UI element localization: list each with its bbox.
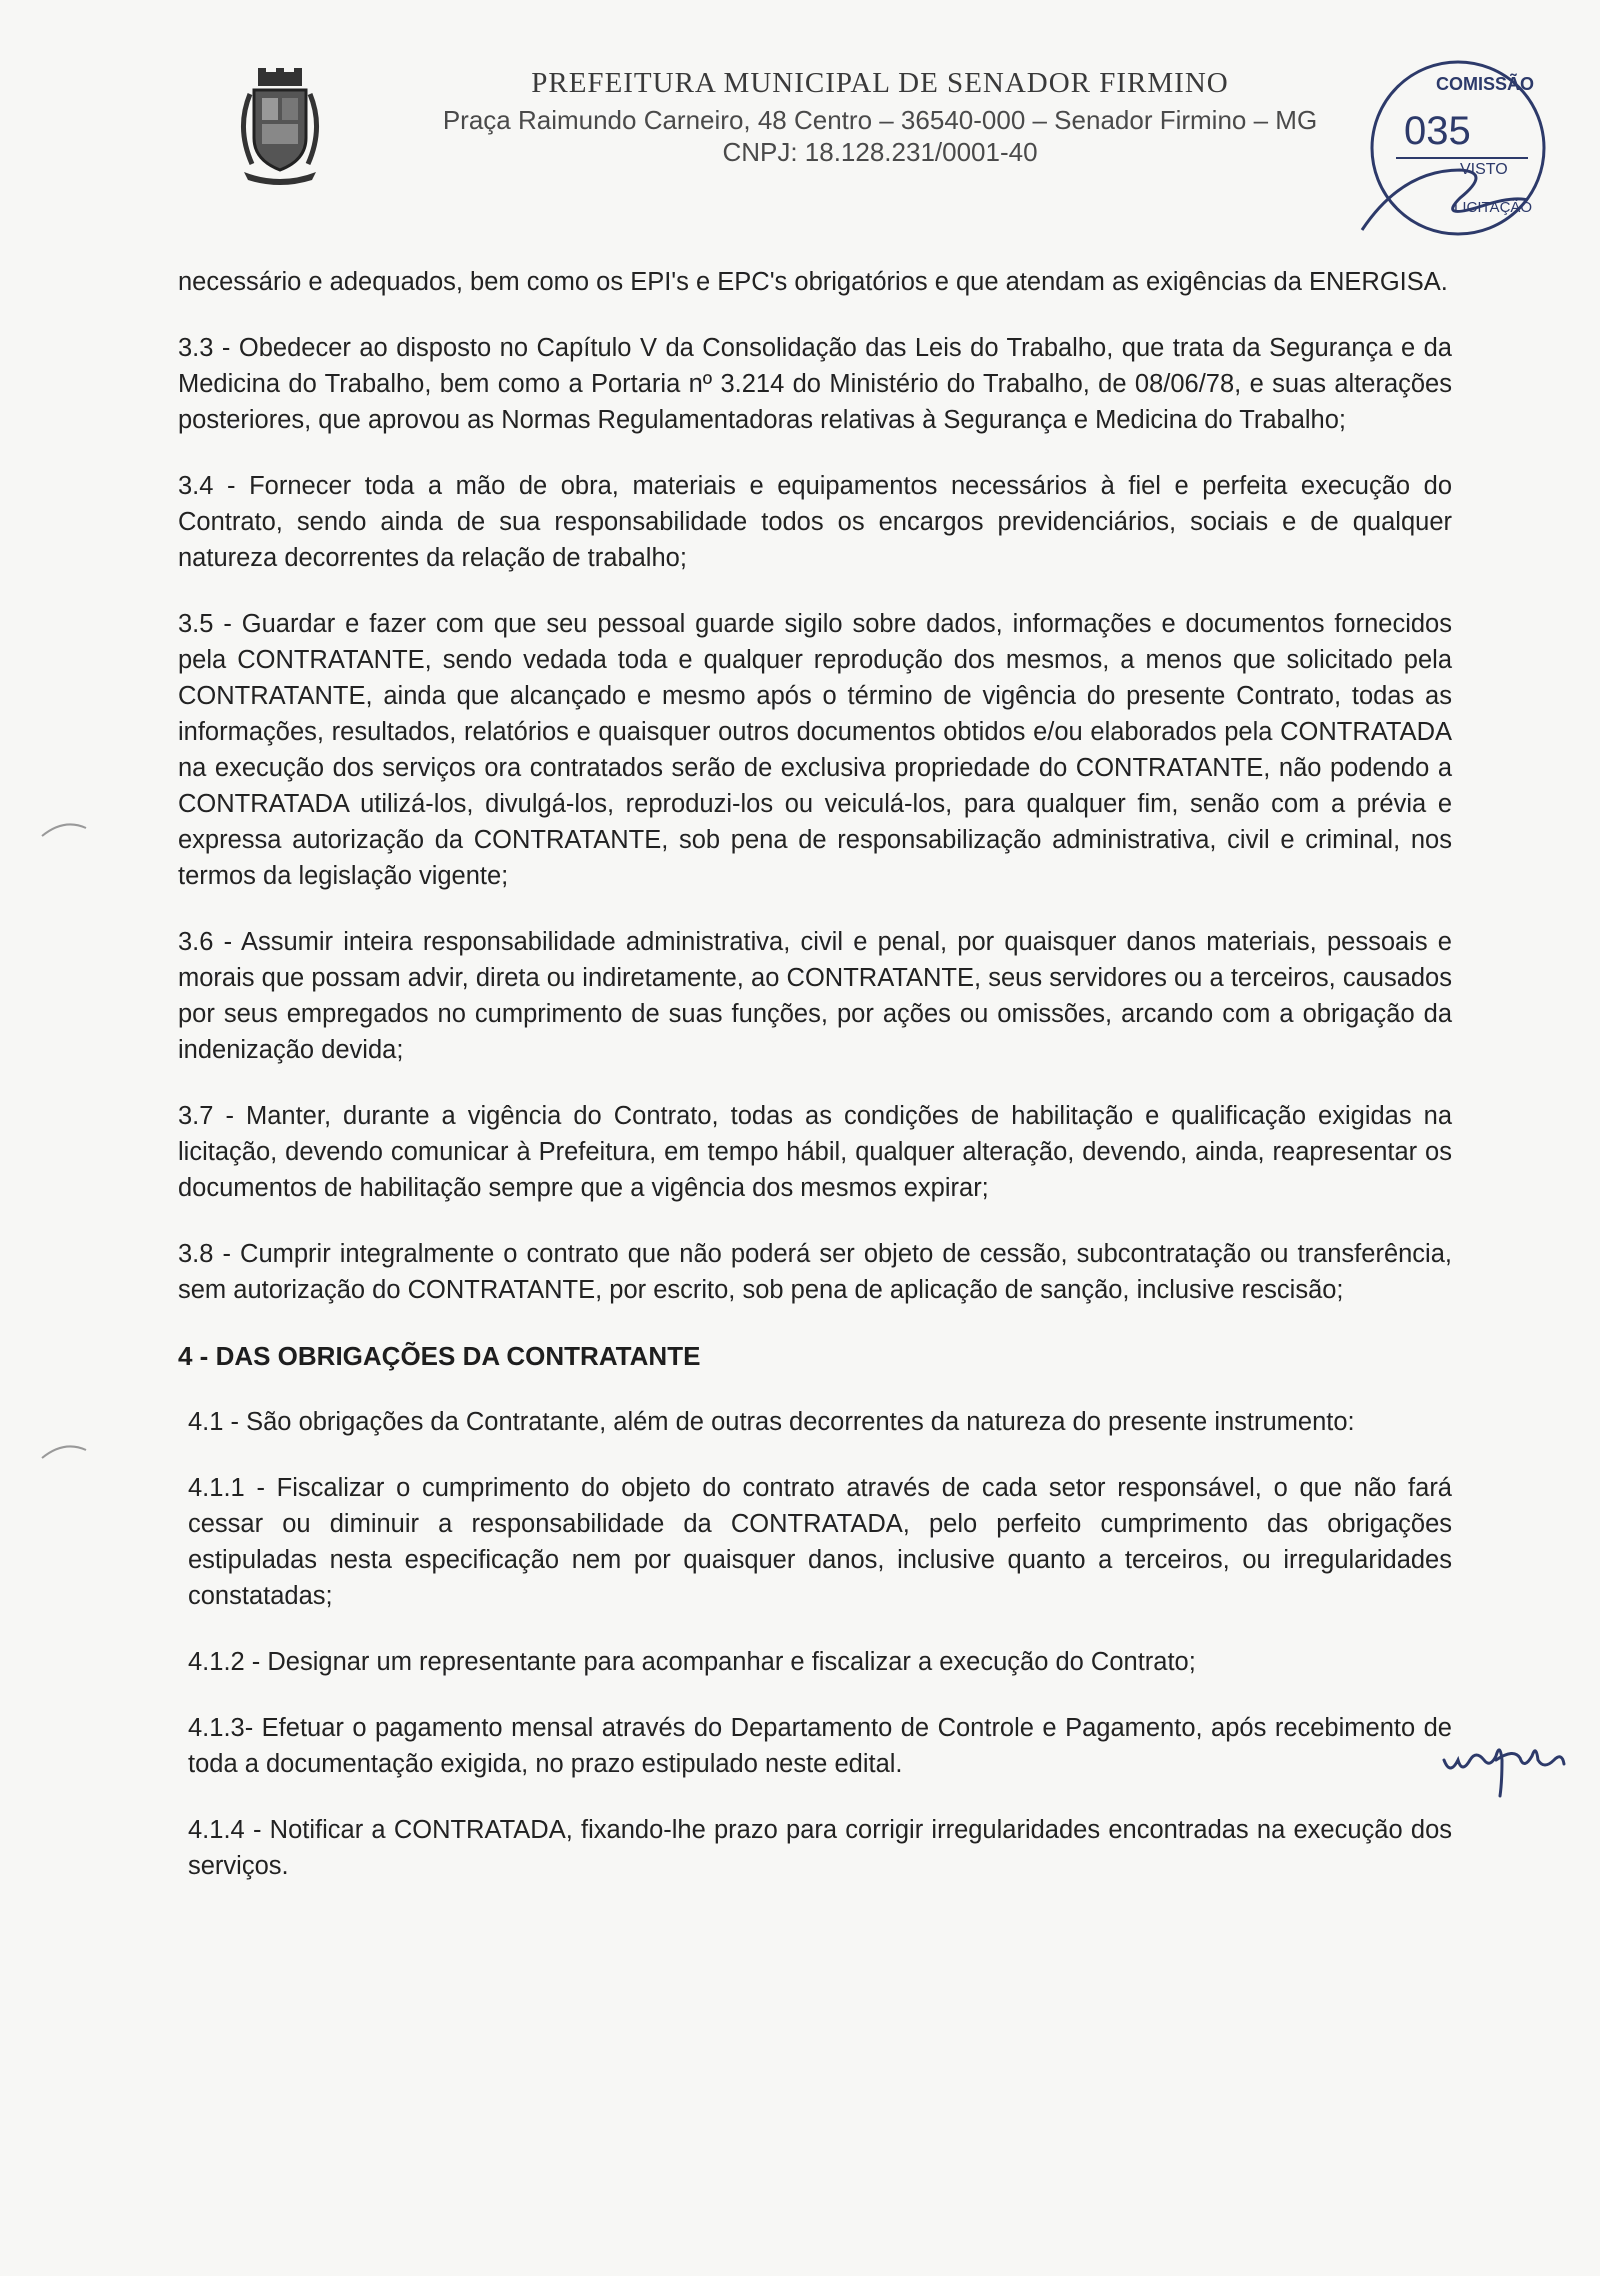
municipal-crest-icon xyxy=(232,68,328,186)
clause-4-1-1: 4.1.1 - Fiscalizar o cumprimento do objeto do contrato através de cada setor responsável, o que não fará cessar ou diminuir a responsabilidade da CONTRATADA, pelo perfeito cumprimento das obrigações estipuladas nesta especificação nem por quaisquer danos, inclusive quanto a terceiros, ou irregularidades constatadas; xyxy=(188,1474,1452,1610)
header-address: Praça Raimundo Carneiro, 48 Centro – 36540-000 – Senador Firmino – MG xyxy=(442,105,1318,135)
section-4-heading: 4 - DAS OBRIGAÇÕES DA CONTRATANTE xyxy=(178,1341,701,1371)
paragraph-continuation: necessário e adequados, bem como os EPI's e EPC's obrigatórios e que atendam as exigências da ENERGISA. xyxy=(178,268,1448,296)
handwritten-initials xyxy=(1440,1730,1570,1800)
clause-4-1-4: 4.1.4 - Notificar a CONTRATADA, fixando-lhe prazo para corrigir irregularidades encontradas na execução dos serviços. xyxy=(188,1816,1452,1880)
header-title: PREFEITURA MUNICIPAL DE SENADOR FIRMINO xyxy=(531,67,1229,99)
clause-4-1-3: 4.1.3- Efetuar o pagamento mensal através do Departamento de Controle e Pagamento, após recebimento de toda a documentação exigida, no prazo estipulado neste edital. xyxy=(188,1714,1452,1778)
stamp-middle-text: VISTO xyxy=(1460,161,1508,178)
header-cnpj: CNPJ: 18.128.231/0001-40 xyxy=(722,137,1038,167)
commission-stamp xyxy=(1342,50,1562,250)
margin-mark xyxy=(40,1440,90,1460)
clause-3-7: 3.7 - Manter, durante a vigência do Contrato, todas as condições de habilitação e qualificação exigidas na licitação, devendo comunicar à Prefeitura, em tempo hábil, qualquer alteração, devendo, ainda, reapresentar os documentos de habilitação sempre que a vigência dos mesmos expirar; xyxy=(178,1102,1452,1202)
document-body xyxy=(178,264,1452,1914)
stamp-number: 035 xyxy=(1404,109,1471,153)
clause-4-1-2: 4.1.2 - Designar um representante para acompanhar e fiscalizar a execução do Contrato; xyxy=(188,1648,1196,1676)
stamp-top-text: COMISSÃO xyxy=(1436,74,1535,94)
clause-3-6: 3.6 - Assumir inteira responsabilidade administrativa, civil e penal, por quaisquer danos materiais, pessoais e morais que possam advir, direta ou indiretamente, ao CONTRATANTE, seus servidores ou a terceiros, causados por seus empregados no cumprimento de suas funções, por ações ou omissões, arcando com a obrigação da indenização devida; xyxy=(178,928,1452,1064)
clause-3-8: 3.8 - Cumprir integralmente o contrato que não poderá ser objeto de cessão, subcontratação ou transferência, sem autorização do CONTRATANTE, por escrito, sob pena de aplicação de sanção, inclusive rescisão; xyxy=(178,1240,1452,1304)
margin-mark xyxy=(40,818,90,838)
clause-3-5: 3.5 - Guardar e fazer com que seu pessoal guarde sigilo sobre dados, informações e documentos fornecidos pela CONTRATANTE, sendo vedada toda e qualquer reprodução dos mesmos, a menos que solicitado pela CONTRATANTE, ainda que alcançado e mesmo após o término de vigência do presente Contrato, todas as informações, resultados, relatórios e quaisquer outros documentos obtidos e/ou elaborados pela CONTRATADA na execução dos serviços ora contratados serão de exclusiva propriedade do CONTRATANTE, não podendo a CONTRATADA utilizá-los, divulgá-los, reproduzi-los ou veiculá-los, para qualquer fim, senão com a prévia e expressa autorização da CONTRATANTE, sob pena de responsabilização administrativa, civil e criminal, nos termos da legislação vigente; xyxy=(178,610,1452,890)
clause-4-1: 4.1 - São obrigações da Contratante, além de outras decorrentes da natureza do presente instrumento: xyxy=(188,1408,1355,1436)
clause-3-3: 3.3 - Obedecer ao disposto no Capítulo V da Consolidação das Leis do Trabalho, que trata da Segurança e da Medicina do Trabalho, bem como a Portaria nº 3.214 do Ministério do Trabalho, de 08/06/78, e suas alterações posteriores, que aprovou as Normas Regulamentadoras relativas à Segurança e Medicina do Trabalho; xyxy=(178,334,1452,434)
clause-3-4: 3.4 - Fornecer toda a mão de obra, materiais e equipamentos necessários à fiel e perfeita execução do Contrato, sendo ainda de sua responsabilidade todos os encargos previdenciários, sociais e de qualquer natureza decorrentes da relação de trabalho; xyxy=(178,472,1452,572)
stamp-bottom-text: LICITAÇÃO xyxy=(1454,199,1533,216)
letterhead xyxy=(380,66,1380,168)
